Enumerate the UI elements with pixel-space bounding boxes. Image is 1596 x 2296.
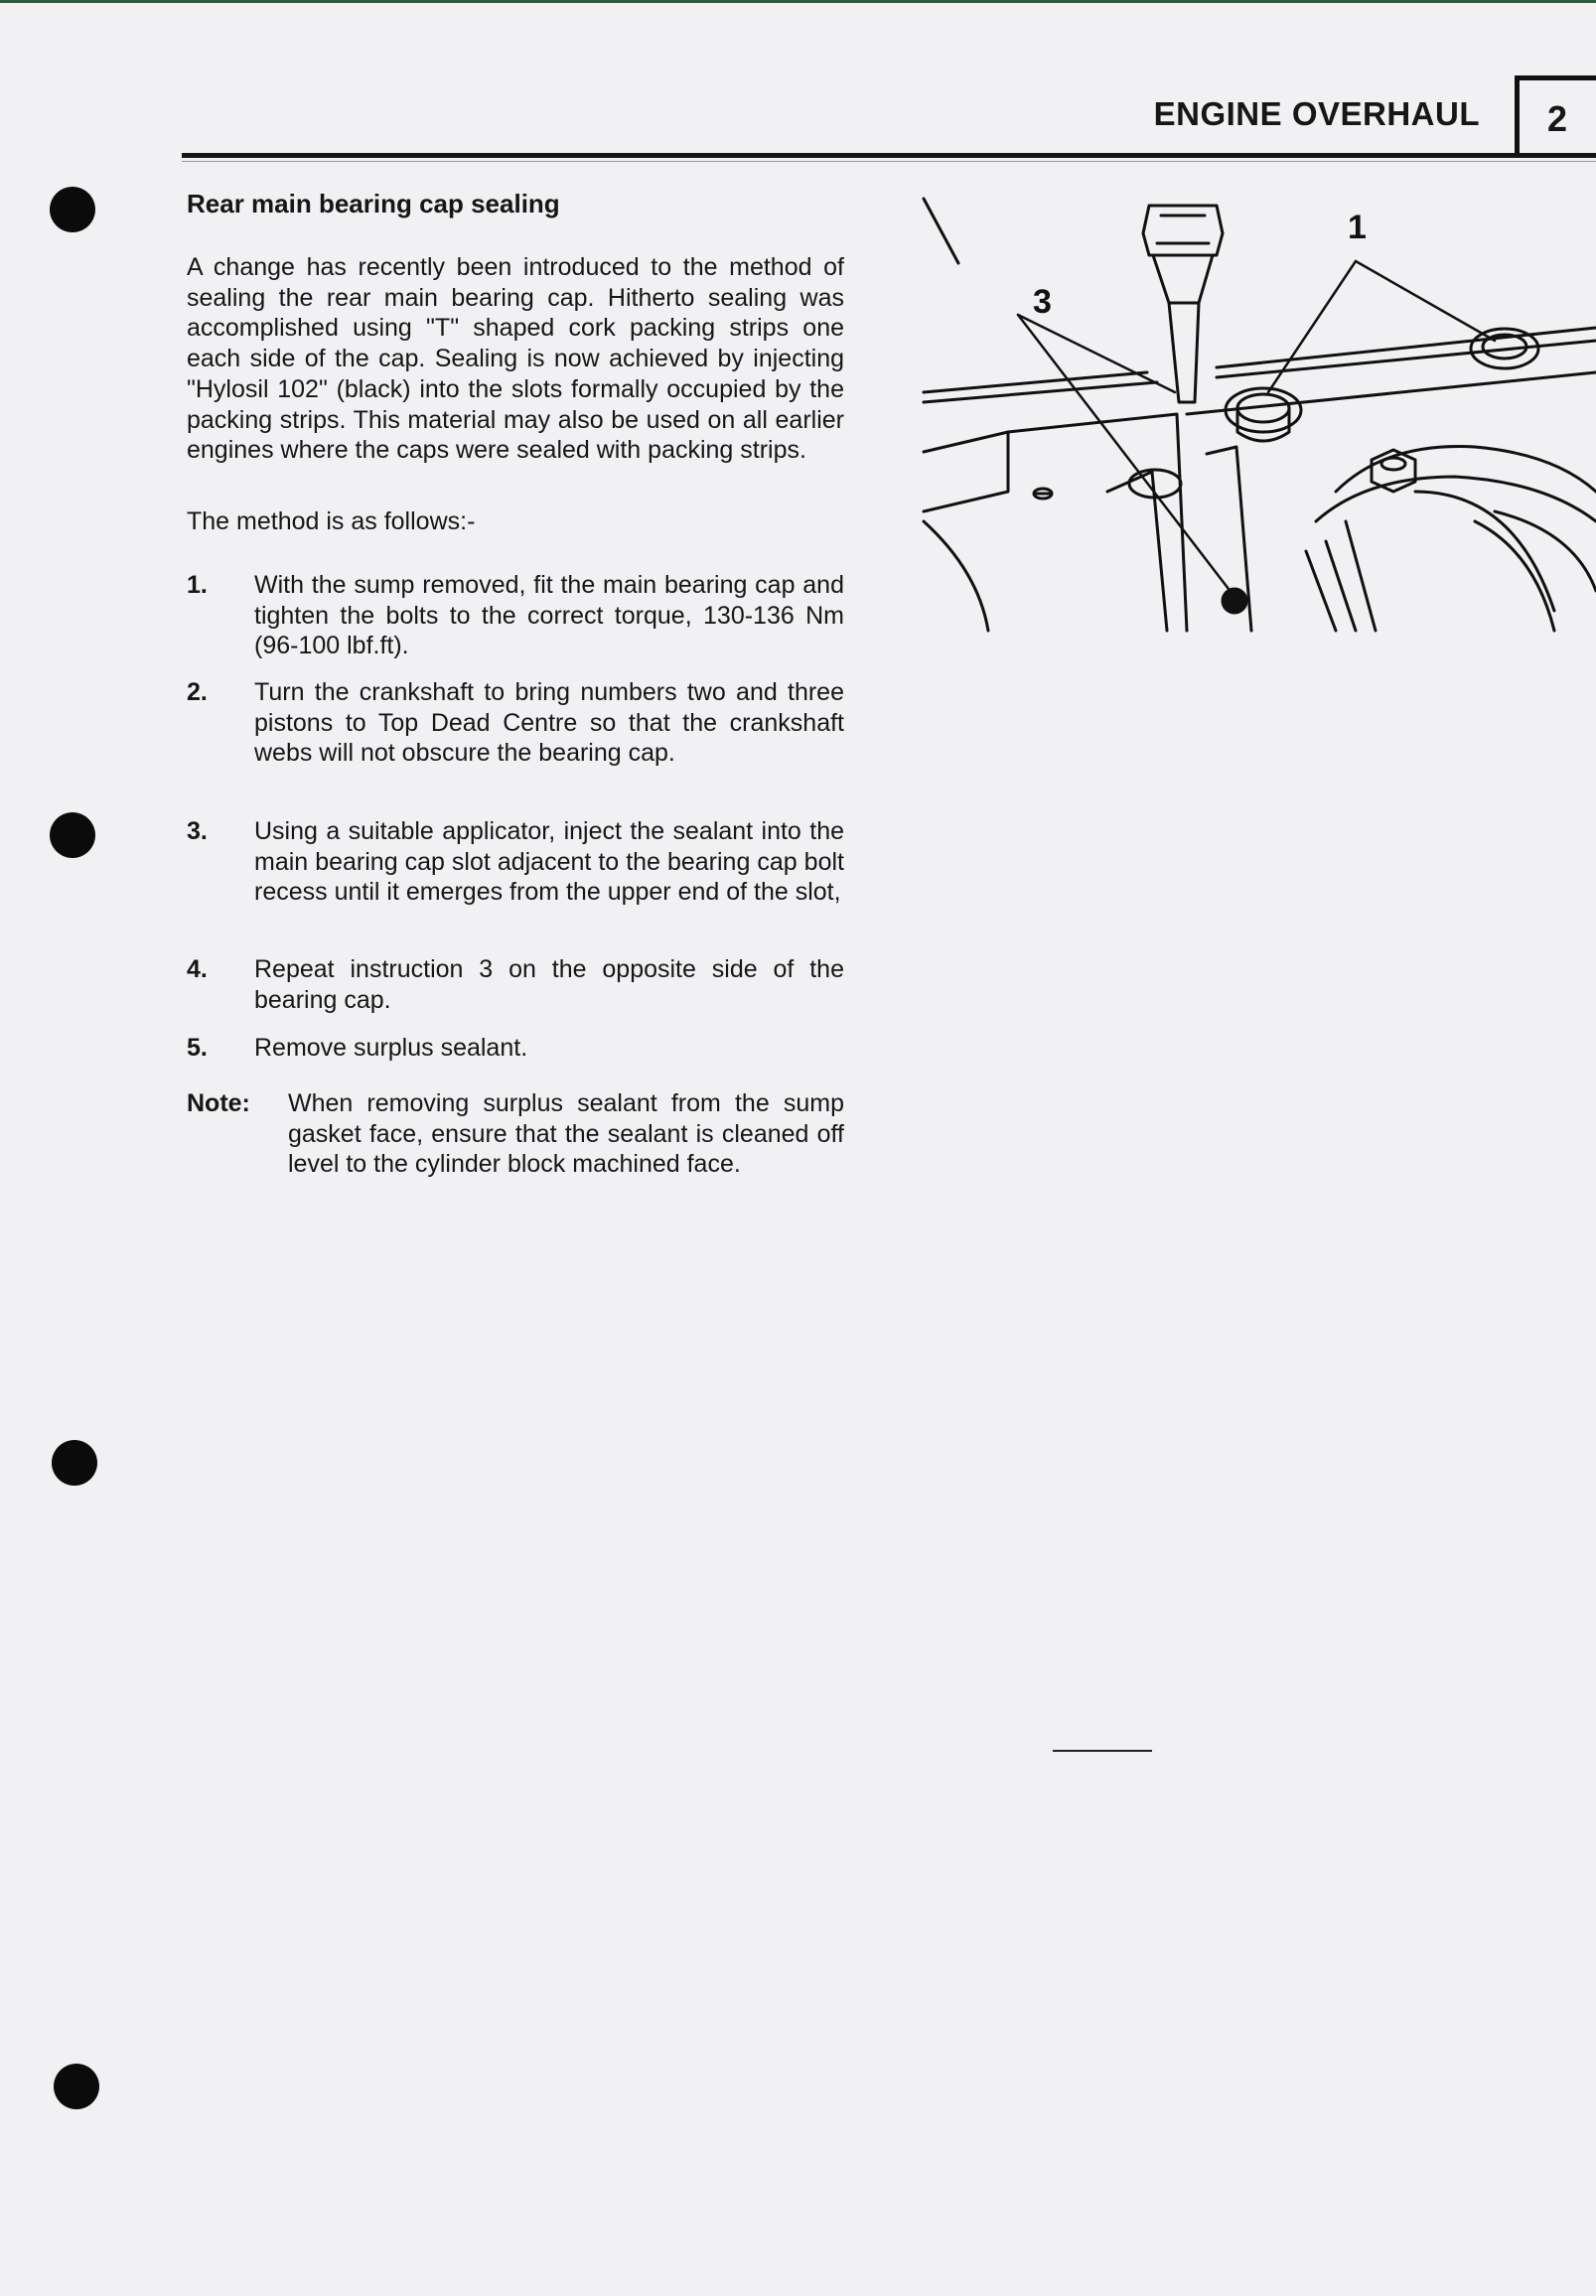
step-number: 2. (187, 678, 208, 706)
punch-hole (50, 187, 95, 232)
cylinder-block-face (924, 199, 1596, 631)
punch-hole (50, 812, 95, 858)
bearing-cap-illustration (919, 194, 1596, 646)
bearing-cap-bolt (1226, 388, 1301, 441)
note-text: When removing surplus sealant from the sump gasket face, ensure that the sealant is cleaned off level to the cylinder block machined face. (288, 1089, 844, 1179)
step-text: With the sump removed, fit the main bearing cap and tighten the bolts to the correct torque, 130-136 Nm (96-100 lbf.ft). (254, 571, 844, 660)
scan-mark (1053, 1750, 1152, 1752)
crankshaft-bearing (1306, 447, 1596, 631)
callout-label: 3 (1033, 283, 1052, 321)
section-heading: Rear main bearing cap sealing (187, 189, 560, 218)
step-number: 3. (187, 817, 208, 845)
bolt-recess (1034, 470, 1181, 499)
step-number: 5. (187, 1034, 208, 1062)
section-title: ENGINE OVERHAUL (1153, 95, 1480, 132)
note-label: Note: (187, 1089, 250, 1117)
step-text: Repeat instruction 3 on the opposite side of the bearing cap. (254, 955, 844, 1014)
step-number: 1. (187, 571, 208, 599)
step-text: Using a suitable applicator, inject the sealant into the main bearing cap slot adjacent to the bearing cap bolt recess until it emerges from the upper end of the slot, (254, 817, 844, 907)
page-top-edge (0, 0, 1596, 3)
method-intro-line: The method is as follows:- (187, 507, 476, 535)
step-text: Remove surplus sealant. (254, 1034, 528, 1062)
step-text: Turn the crankshaft to bring numbers two and three pistons to Top Dead Centre so that the crankshaft webs will not obscure the bearing cap. (254, 678, 844, 768)
callout-label: 1 (1348, 209, 1367, 246)
sealant-slot (1223, 589, 1246, 613)
punch-hole (54, 2064, 99, 2109)
header-rule (182, 153, 1596, 158)
sealant-applicator (1143, 206, 1223, 402)
intro-paragraph: A change has recently been introduced to the method of sealing the rear main bearing cap. Hitherto sealing was accomplished using "T" shaped cork packing strips one each side of the cap. Sealing is now achieved by injecting "Hylosil 102" (black) into the slots formally occupied by the packing strips. This material may also be used on all earlier engines where the caps were sealed with packing strips. (187, 253, 844, 465)
header-rule-thin (182, 161, 1596, 162)
punch-hole (52, 1440, 97, 1486)
step-number: 4. (187, 955, 208, 983)
page-number-tab: 2 (1515, 75, 1596, 157)
callout-leader (1018, 261, 1495, 589)
